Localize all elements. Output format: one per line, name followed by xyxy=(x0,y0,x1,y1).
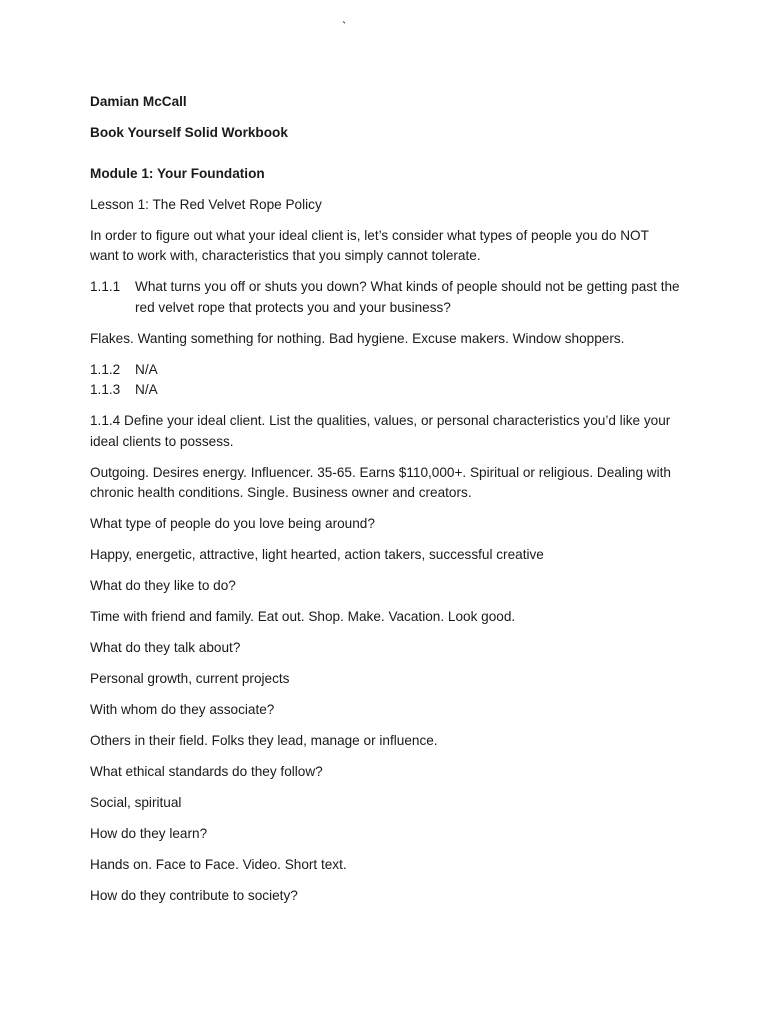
numbered-item-1-1-3 xyxy=(90,380,680,401)
question-like-to-do: What do they like to do? xyxy=(90,578,236,593)
answer-how-learn: Hands on. Face to Face. Video. Short text. xyxy=(90,857,347,872)
numbered-item-1-1-2 xyxy=(90,360,680,381)
answer-love-being-around: Happy, energetic, attractive, light hearted, action takers, successful creative xyxy=(90,547,544,562)
item-number: 1.1.2 xyxy=(90,361,121,377)
document-body xyxy=(90,92,680,917)
author-name: Damian McCall xyxy=(90,94,187,109)
question-love-being-around: What type of people do you love being around? xyxy=(90,516,375,531)
answer-ethical-standards: Social, spiritual xyxy=(90,795,182,810)
item-text: N/A xyxy=(135,361,158,377)
numbered-item-1-1-1 xyxy=(90,277,680,318)
item-number: 1.1.1 xyxy=(90,279,121,294)
answer-associate: Others in their field. Folks they lead, manage or influence. xyxy=(90,733,438,748)
lesson-heading: Lesson 1: The Red Velvet Rope Policy xyxy=(90,196,322,212)
question-how-learn: How do they learn? xyxy=(90,826,208,841)
question-associate: With whom do they associate? xyxy=(90,702,275,717)
item-text: N/A xyxy=(135,382,158,397)
question-talk-about: What do they talk about? xyxy=(90,640,241,655)
question-ethical-standards: What ethical standards do they follow? xyxy=(90,764,323,779)
answer-1-1-4: Outgoing. Desires energy. Influencer. 35-65. Earns $110,000+. Spiritual or religious. Dealing with chronic health conditions. Single. Business owner and creators. xyxy=(90,464,671,500)
intro-paragraph: In order to figure out what your ideal client is, let’s consider what types of people you do NOT want to work with, characteristics that you simply cannot tolerate. xyxy=(90,227,649,263)
item-text: What turns you off or shuts you down? What kinds of people should not be getting past the red velvet rope that protects you and your business? xyxy=(135,279,680,315)
tick-mark: ` xyxy=(342,19,347,34)
document-title: Book Yourself Solid Workbook xyxy=(90,125,288,140)
question-1-1-4: 1.1.4 Define your ideal client. List the qualities, values, or personal characteristics you’d like your ideal clients to possess. xyxy=(90,413,671,449)
module-heading: Module 1: Your Foundation xyxy=(90,165,265,181)
answer-1-1-1: Flakes. Wanting something for nothing. Bad hygiene. Excuse makers. Window shoppers. xyxy=(90,330,625,346)
answer-like-to-do: Time with friend and family. Eat out. Shop. Make. Vacation. Look good. xyxy=(90,609,516,624)
item-number: 1.1.3 xyxy=(90,382,121,397)
answer-talk-about: Personal growth, current projects xyxy=(90,671,290,686)
question-contribute-society: How do they contribute to society? xyxy=(90,888,298,903)
